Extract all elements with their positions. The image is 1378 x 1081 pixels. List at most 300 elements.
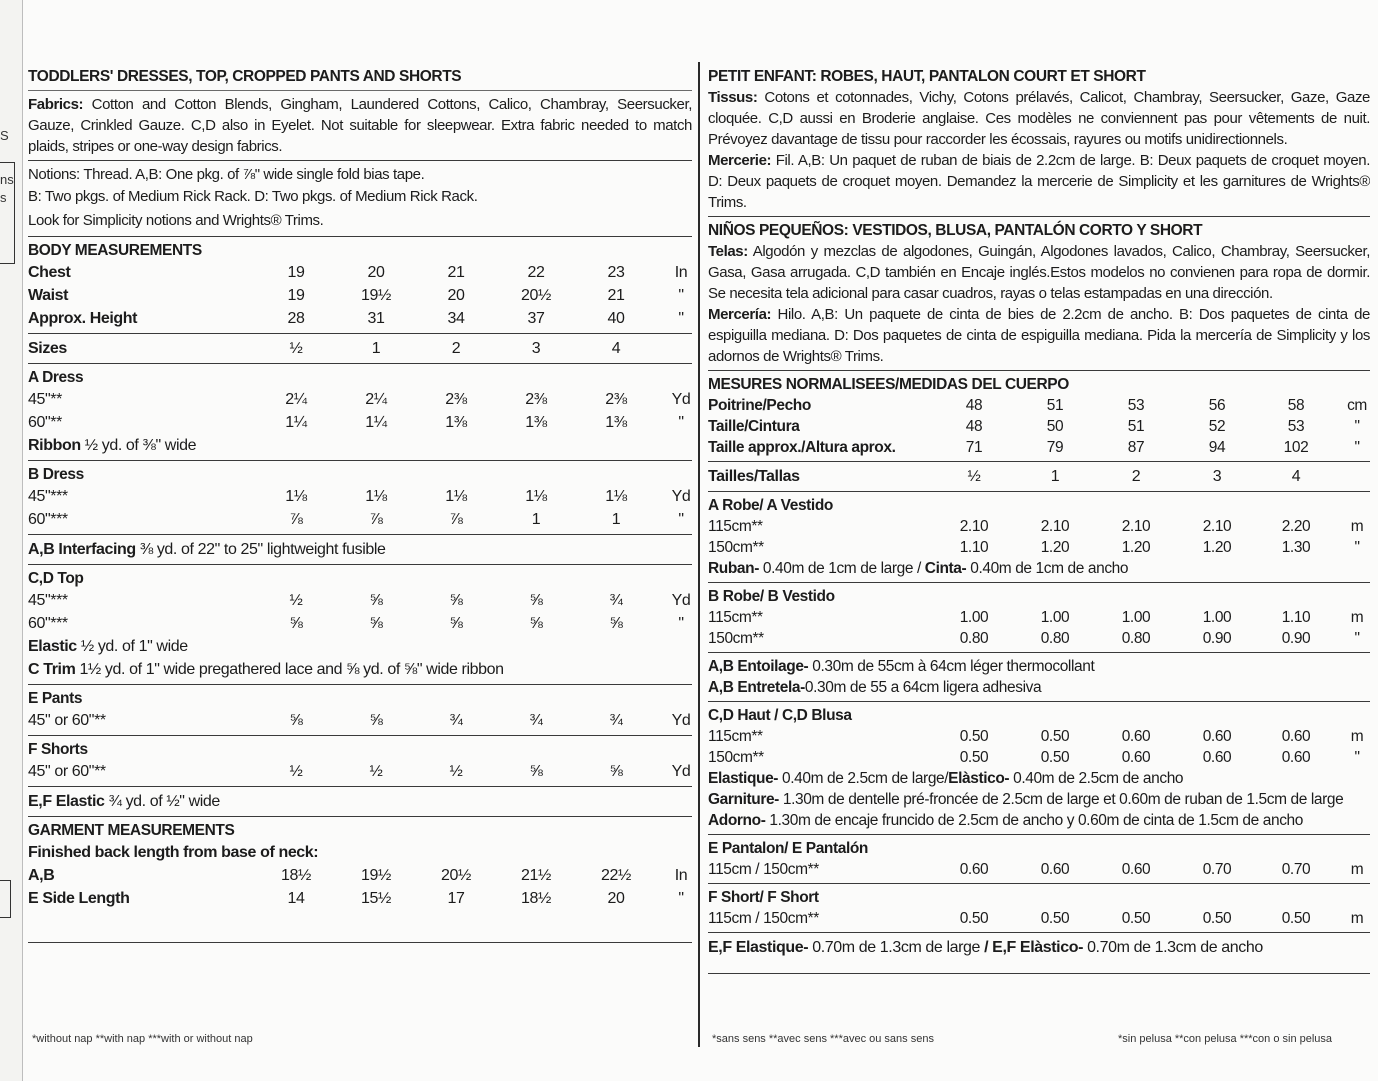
a-robe-label: A Robe/ A Vestido [708,497,833,514]
ruban-value: 0.40m de 1cm de large / [762,560,921,577]
size-value: 1.10 [1281,609,1311,626]
unit-label: Yd [671,712,691,729]
e-pantalon-table [708,859,1370,880]
body-measurements-heading: BODY MEASUREMENTS [28,242,202,259]
sizes-label: Tailles/Tallas [708,468,800,485]
section-title: TODDLERS' DRESSES, TOP, CROPPED PANTS AND SHORTS [28,68,462,85]
table-row [28,284,692,307]
cd-haut-table [708,726,1370,768]
elastico-label: Elàstico- [948,770,1010,787]
size-value: 19 [287,264,305,281]
size-value: 17 [447,890,465,907]
size-value: 2.10 [1040,518,1070,535]
sizes-row [28,337,692,360]
size-header: 4 [1291,468,1301,485]
size-value: 1⅛ [285,488,307,505]
row-label: 115cm** [708,518,763,535]
edge-fragment: S [0,128,9,143]
cd-top-heading [28,568,692,589]
size-value: 0.60 [1281,728,1311,745]
size-value: 19½ [361,867,391,884]
ctrim-text [28,658,504,681]
size-value: 51 [1046,397,1064,414]
e-pantalon-label: E Pantalon/ E Pantalón [708,840,869,857]
unit-label: " [678,414,684,431]
size-value: ⅞ [289,511,303,528]
size-value: 1⅜ [605,414,627,431]
size-value: 0.60 [959,861,989,878]
b-dress-label: B Dress [28,466,84,483]
size-value: ⅝ [609,615,623,632]
size-value: 1.20 [1040,539,1070,556]
table-row [28,485,692,508]
size-value: ⅝ [289,712,303,729]
size-value: ¾ [609,712,623,729]
unit-label: Yd [671,592,691,609]
ribbon-label: Ribbon [28,437,81,454]
size-value: 20½ [441,867,471,884]
size-value: 20 [607,890,625,907]
entoilage-text [708,656,1094,677]
table-row [28,612,692,635]
elastico-value: 0.40m de 2.5cm de ancho [1013,770,1184,787]
size-value: 1⅜ [525,414,547,431]
size-value: 2.20 [1281,518,1311,535]
size-value: 40 [607,310,625,327]
notions-line: Look for Simplicity notions and Wrights® Trims. [28,212,324,229]
row-label: 60"** [28,414,62,431]
notions-paragraph [28,164,692,185]
unit-label: m [1350,609,1364,626]
ruban-label: Ruban- [708,560,759,577]
ef-elastique-label: E,F Elastique- [708,939,809,956]
b-robe-label: B Robe/ B Vestido [708,588,835,605]
ribbon-text [28,434,196,457]
size-header: 2 [451,340,461,357]
f-shorts-label: F Shorts [28,741,88,758]
table-row [28,508,692,531]
elastique-row [708,768,1370,789]
row-label: 60"*** [28,511,68,528]
divider [28,90,692,91]
row-label: 150cm** [708,749,764,766]
size-value: 23 [607,264,625,281]
tissus-label: Tissus: [708,89,758,106]
unit-label: Yd [671,763,691,780]
size-value: 18½ [521,890,551,907]
size-value: 48 [965,397,983,414]
divider [28,460,692,461]
fabrics-text: Cotton and Cotton Blends, Gingham, Laundered Cottons, Calico, Chambray, Seersucker, Gauze, Crinkled Gauze. C,D also in Eyelet. Not suitable for sleepwear. Extra fabric needed to match plaids, stripes or one-way design fabrics. [28,96,692,155]
table-row [708,437,1370,458]
unit-label: " [1354,439,1360,456]
size-value: 2⅜ [605,391,627,408]
unit-label: m [1350,728,1364,745]
table-row [708,628,1370,649]
table-row [28,760,692,783]
row-label: E Side Length [28,890,130,907]
a-robe-heading [708,495,1370,516]
size-value: ½ [289,592,303,609]
ef-elastico-value: 0.70m de 1.3cm de ancho [1087,939,1263,956]
f-short-heading [708,887,1370,908]
size-value: 1.00 [1202,609,1232,626]
size-value: ⅝ [529,592,543,609]
a-dress-heading [28,367,692,388]
cd-top-table [28,589,692,635]
unit-label: " [678,511,684,528]
size-value: 1⅛ [605,488,627,505]
row-label: 115cm / 150cm** [708,910,819,927]
row-label: Taille/Cintura [708,418,800,435]
size-value: ⅝ [369,592,383,609]
mesures-table [708,395,1370,458]
divider [708,973,1370,974]
tissus-text: Cotons et cotonnades, Vichy, Cotons prélavés, Calicot, Chambray, Seersucker, Gaze, Gaze cloquée. C,D aussi en Broderie anglaise. Ces modèles ne conviennent pas pour vêtements de nuit. Prévoyez davantage de tissu pour raccorder les écossais, rayures ou motifs unidirectionnels. [708,89,1370,148]
size-value: 87 [1127,439,1145,456]
size-value: 19½ [361,287,391,304]
size-header: 2 [1131,468,1141,485]
size-value: 1 [531,511,541,528]
size-value: 20½ [521,287,551,304]
e-pants-heading [28,688,692,709]
cd-top-label: C,D Top [28,570,84,587]
f-shorts-table [28,760,692,783]
size-value: 21½ [521,867,551,884]
size-value: 94 [1208,439,1226,456]
footnote-spanish: *sin pelusa **con pelusa ***con o sin pelusa [1118,1033,1333,1045]
elastic-text [28,635,188,658]
tissus-paragraph [708,87,1370,150]
entoilage-row [708,656,1370,677]
column-divider [698,62,700,1047]
size-value: 56 [1208,397,1226,414]
size-value: 0.80 [1040,630,1070,647]
telas-text: Algodón y mezclas de algodones, Guingán, Algodones lavados, Calico, Chambray, Seersucker, Gasa, Gasa arrugada. C,D también en Encaje inglés.Estos modelos no convienen para ropa de dormir. Se necesita tela adicional para casar cuadros, rayas o telas estampadas en una dirección. [708,243,1370,302]
size-header: 3 [531,340,541,357]
size-value: ¾ [449,712,463,729]
mercerie-text: Fil. A,B: Un paquet de ruban de biais de 2.2cm de large. B: Deux paquets de croquet moyen. D: Deux paquets de croquet moyen. Demandez la mercerie de Simplicity et les garnitures de Wrights® Trims. [708,152,1370,211]
english-column [28,62,692,1052]
merceria-paragraph [708,304,1370,367]
size-value: 0.80 [959,630,989,647]
size-value: 21 [607,287,625,304]
size-value: 0.60 [1202,749,1232,766]
edge-fragment: s [0,190,7,205]
finished-length-label: Finished back length from base of neck: [28,844,319,861]
size-value: 22½ [601,867,631,884]
size-value: 0.50 [959,910,989,927]
tailles-row [708,465,1370,488]
size-value: 71 [965,439,983,456]
size-value: 2.10 [1202,518,1232,535]
size-value: 0.60 [1281,749,1311,766]
table-row [708,747,1370,768]
size-value: 0.50 [1040,910,1070,927]
size-value: 22 [527,264,545,281]
f-short-label: F Short/ F Short [708,889,819,906]
unit-label: " [1354,630,1360,647]
row-label: 60"*** [28,615,68,632]
unit-label: " [1354,418,1360,435]
divider [28,684,692,685]
size-value: 2⅜ [445,391,467,408]
divider [708,216,1370,217]
size-value: 1.00 [959,609,989,626]
size-value: 52 [1208,418,1226,435]
divider [708,834,1370,835]
size-value: 20 [367,264,385,281]
row-label: Poitrine/Pecho [708,397,811,414]
table-row [708,416,1370,437]
ctrim-label: C Trim [28,661,76,678]
size-value: ¾ [529,712,543,729]
unit-label: " [1354,539,1360,556]
b-robe-heading [708,586,1370,607]
size-value: ⅞ [449,511,463,528]
cd-haut-heading [708,705,1370,726]
row-label: 150cm** [708,630,764,647]
size-value: 0.50 [1040,749,1070,766]
size-value: 0.90 [1281,630,1311,647]
entretela-value: 0.30m de 55 a 64cm ligera adhesiva [804,679,1042,696]
divider [708,932,1370,933]
a-dress-label: A Dress [28,369,84,386]
divider [28,333,692,334]
row-label: Approx. Height [28,310,138,327]
divider [708,491,1370,492]
table-row [28,589,692,612]
size-value: 0.50 [1121,910,1151,927]
notions-line: Thread. A,B: One pkg. of ⅞" wide single fold bias tape. [83,166,425,183]
size-value: 1.30 [1281,539,1311,556]
ef-elastic-row [28,790,692,813]
ribbon-row [28,434,692,457]
divider [28,236,692,237]
cinta-label: Cinta- [924,560,967,577]
row-label: Waist [28,287,69,304]
size-value: ⅝ [449,615,463,632]
size-value: 1.20 [1121,539,1151,556]
cd-haut-label: C,D Haut / C,D Blusa [708,707,852,724]
size-value: 37 [527,310,545,327]
entretela-row [708,677,1370,698]
size-value: 1.20 [1202,539,1232,556]
table-row [28,411,692,434]
interfacing-text [28,538,386,561]
row-label: 45" or 60"** [28,763,106,780]
e-pantalon-heading [708,838,1370,859]
unit-label: " [678,615,684,632]
size-value: 0.60 [1202,728,1232,745]
merceria-label: Mercería: [708,306,772,323]
table-row [708,516,1370,537]
table-row [708,395,1370,416]
unit-label: Yd [671,488,691,505]
divider [708,461,1370,462]
size-value: ⅝ [289,615,303,632]
size-value: 1¼ [285,414,307,431]
size-value: 50 [1046,418,1064,435]
b-dress-table [28,485,692,531]
size-value: 1.00 [1040,609,1070,626]
size-value: 48 [965,418,983,435]
row-label: 45"*** [28,488,68,505]
size-value: ⅝ [609,763,623,780]
french-spanish-column [708,62,1370,1052]
size-value: 2.10 [1121,518,1151,535]
unit-label: " [678,890,684,907]
elastique-label: Elastique- [708,770,779,787]
size-value: 1⅜ [445,414,467,431]
size-value: 14 [287,890,305,907]
size-value: 20 [447,287,465,304]
size-header: 1 [1050,468,1060,485]
size-value: 0.50 [1281,910,1311,927]
divider [708,883,1370,884]
size-value: 34 [447,310,465,327]
sizes-line [708,465,1370,488]
elastique-text [708,768,1183,789]
adorno-label: Adorno- [708,812,766,829]
unit-label: m [1350,910,1364,927]
size-value: ½ [449,763,463,780]
size-value: 1⅛ [445,488,467,505]
e-pants-label: E Pants [28,690,83,707]
b-dress-heading [28,464,692,485]
size-value: 1¼ [365,414,387,431]
unit-label: In [674,867,688,884]
size-value: ⅝ [369,712,383,729]
table-row [28,307,692,330]
fabrics-paragraph [28,94,692,157]
merceria-text: Hilo. A,B: Un paquete de cinta de bies de 2.2cm de ancho. B: Dos paquetes de cinta de espiguilla mediana. D: Dos paquetes de cinta de espiguilla mediana. Pida la mercería de Simplicity y los adornos de Wrights® Trims. [708,306,1370,365]
table-row [708,537,1370,558]
divider [708,582,1370,583]
row-label: 115cm** [708,609,763,626]
size-header: 4 [611,340,621,357]
size-value: ⅝ [529,763,543,780]
table-row [28,887,692,910]
size-value: 2⅜ [525,391,547,408]
elastique-value: 0.40m de 2.5cm de large/ [782,770,949,787]
table-row [28,709,692,732]
ef-elastique-row [708,936,1370,959]
table-row [28,261,692,284]
size-value: 53 [1127,397,1145,414]
size-value: 51 [1127,418,1145,435]
size-value: 0.60 [1040,861,1070,878]
divider [28,786,692,787]
edge-box [0,880,11,918]
divider [708,652,1370,653]
size-value: 0.60 [1121,728,1151,745]
ruban-row [708,558,1370,579]
size-header: 1 [371,340,381,357]
size-value: 1.10 [959,539,989,556]
size-value: 19 [287,287,305,304]
notions-line: B: Two pkgs. of Medium Rick Rack. D: Two pkgs. of Medium Rick Rack. [28,188,478,205]
size-value: ⅝ [529,615,543,632]
size-value: 21 [447,264,465,281]
table-row [28,388,692,411]
interfacing-label: A,B Interfacing [28,541,136,558]
adorno-value: 1.30m de encaje fruncido de 2.5cm de ancho y 0.60m de cinta de 1.5cm de ancho [769,812,1303,829]
size-value: 0.70 [1202,861,1232,878]
size-value: 1⅛ [365,488,387,505]
size-value: 0.90 [1202,630,1232,647]
table-row [708,908,1370,929]
entretela-text [708,677,1041,698]
unit-label: " [1354,749,1360,766]
divider [28,534,692,535]
cinta-value: 0.40m de 1cm de ancho [970,560,1129,577]
a-robe-table [708,516,1370,558]
unit-label: m [1350,518,1364,535]
size-value: 0.60 [1121,749,1151,766]
ef-elastic-label: E,F Elastic [28,793,105,810]
divider [28,363,692,364]
ef-elastic-value: ¾ yd. of ½" wide [108,793,220,810]
table-row [708,726,1370,747]
fabrics-label: Fabrics: [28,96,84,113]
body-measurements-table [28,261,692,330]
size-value: 102 [1283,439,1309,456]
spanish-title: NIÑOS PEQUEÑOS: VESTIDOS, BLUSA, PANTALÓN CORTO Y SHORT [708,222,1203,239]
ribbon-value: ½ yd. of ⅜" wide [84,437,197,454]
f-short-table [708,908,1370,929]
telas-label: Telas: [708,243,748,260]
size-value: 0.50 [1202,910,1232,927]
size-value: 0.50 [1040,728,1070,745]
size-value: ⅝ [449,592,463,609]
size-value: ⅝ [369,615,383,632]
interfacing-row [28,538,692,561]
entretela-label: A,B Entretela- [708,679,805,696]
elastic-value: ½ yd. of 1" wide [80,638,188,655]
size-value: 2¼ [285,391,307,408]
adorno-row [708,810,1370,831]
footnote-french: *sans sens **avec sens ***avec ou sans sens [712,1033,934,1045]
divider [28,942,692,943]
entoilage-value: 0.30m de 55cm à 64cm léger thermocollant [812,658,1095,675]
notions-label: Notions: [28,166,80,183]
size-header: ½ [967,468,981,485]
a-dress-table [28,388,692,434]
table-row [708,607,1370,628]
garniture-text [708,789,1343,810]
size-value: 0.50 [959,728,989,745]
size-value: 1⅛ [525,488,547,505]
size-value: ½ [369,763,383,780]
unit-label: Yd [671,391,691,408]
size-value: 0.70 [1281,861,1311,878]
size-value: ½ [289,763,303,780]
elastic-label: Elastic [28,638,77,655]
ctrim-value: 1½ yd. of 1" wide pregathered lace and ⅝ yd. of ⅝" wide ribbon [79,661,504,678]
garniture-label: Garniture- [708,791,779,808]
row-label: 150cm** [708,539,764,556]
size-value: ⅞ [369,511,383,528]
ef-elastique-value: 0.70m de 1.3cm de large [812,939,981,956]
size-value: 53 [1287,418,1305,435]
divider [28,735,692,736]
mercerie-label: Mercerie: [708,152,772,169]
row-label: A,B [28,867,55,884]
divider [708,370,1370,371]
french-title: PETIT ENFANT: ROBES, HAUT, PANTALON COURT ET SHORT [708,68,1146,85]
size-value: 0.60 [1121,861,1151,878]
